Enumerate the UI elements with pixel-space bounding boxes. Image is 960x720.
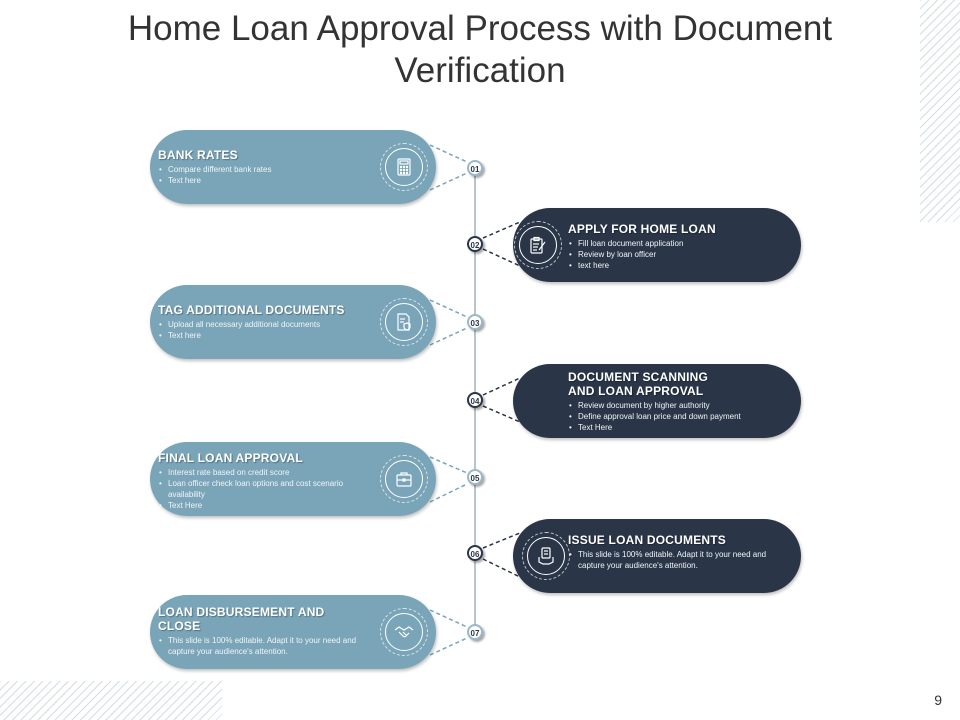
step-02-title: APPLY FOR HOME LOAN [568, 222, 716, 236]
step-04-bullet-2: • Define approval loan price and down payment [568, 411, 788, 422]
document-shield-icon [385, 303, 423, 341]
step-06-bullets [568, 549, 788, 571]
step-04-title-line-1: DOCUMENT SCANNING [568, 370, 709, 384]
step-04-bullet-3: • Text Here [568, 422, 788, 433]
step-02-bullet-3: • text here [568, 260, 788, 271]
step-05-bullet-2: • Loan officer check loan options and cost scenario availability [158, 478, 376, 500]
step-01-bullet-2: • Text here [158, 175, 378, 186]
step-02-bullet-2: • Review by loan officer [568, 249, 788, 260]
step-02-bullets [568, 238, 788, 271]
step-01-bullet-1: • Compare different bank rates [158, 164, 378, 175]
step-01-text [158, 148, 378, 186]
step-03-card [150, 285, 436, 359]
step-03-bullet-2: • Text here [158, 330, 378, 341]
step-05-node: 05 [467, 469, 483, 485]
step-07-bullets [158, 635, 378, 657]
page-number: 9 [934, 692, 942, 708]
step-07-title-line-1: LOAN DISBURSEMENT AND [158, 605, 325, 619]
step-02-bullet-1: • Fill loan document application [568, 238, 788, 249]
step-03-title: TAG ADDITIONAL DOCUMENTS [158, 303, 345, 317]
step-06-text [568, 533, 788, 571]
step-05-bullet-3: • Text Here [158, 500, 376, 511]
step-06-bullet-1: • This slide is 100% editable. Adapt it to your need and capture your audience's attention. [568, 549, 788, 571]
step-06-node: 06 [467, 545, 483, 561]
step-07-bullet-1: • This slide is 100% editable. Adapt it to your need and capture your audience's attention. [158, 635, 378, 657]
document-hand-icon [527, 537, 565, 575]
step-07-node: 07 [467, 624, 483, 640]
step-03-node: 03 [467, 314, 483, 330]
connector-line [430, 457, 467, 473]
step-04-text [568, 370, 788, 433]
step-05-bullet-1: • Interest rate based on credit score [158, 467, 376, 478]
step-02-card [513, 208, 801, 282]
connector-line [430, 145, 467, 162]
step-01-bullets [158, 164, 378, 186]
step-07-card [150, 595, 436, 669]
step-06-card [513, 519, 801, 593]
connector-line [430, 328, 467, 345]
step-04-bullet-1: • Review document by higher authority [568, 400, 788, 411]
briefcase-icon [385, 460, 423, 498]
connector-line [430, 173, 467, 190]
calculator-icon [385, 148, 423, 186]
step-07-title [158, 605, 378, 633]
step-07-text [158, 605, 378, 657]
step-05-text [158, 451, 376, 511]
step-07-title-line-2: CLOSE [158, 619, 201, 633]
step-05-title: FINAL LOAN APPROVAL [158, 451, 303, 465]
step-02-text [568, 222, 788, 271]
step-01-node: 01 [467, 160, 483, 176]
step-04-title-line-2: AND LOAN APPROVAL [568, 384, 704, 398]
step-04-title [568, 370, 788, 398]
step-01-card [150, 130, 436, 204]
step-04-card [513, 364, 801, 438]
connector-line [430, 610, 467, 627]
step-01-title: BANK RATES [158, 148, 238, 162]
step-03-bullets [158, 319, 378, 341]
connector-line [430, 300, 467, 317]
connector-line [430, 484, 467, 502]
step-04-node: 04 [467, 392, 483, 408]
step-03-text [158, 303, 378, 341]
connector-line [430, 638, 467, 655]
step-06-title: ISSUE LOAN DOCUMENTS [568, 533, 727, 547]
step-03-bullet-1: • Upload all necessary additional documents [158, 319, 378, 330]
page-title: Home Loan Approval Process with Document Verification [127, 9, 833, 90]
step-05-card [150, 442, 436, 516]
step-05-bullets [158, 467, 376, 511]
handshake-icon [385, 613, 423, 651]
clipboard-pen-icon [519, 226, 557, 264]
step-02-node: 02 [467, 236, 483, 252]
step-04-bullets [568, 400, 788, 433]
